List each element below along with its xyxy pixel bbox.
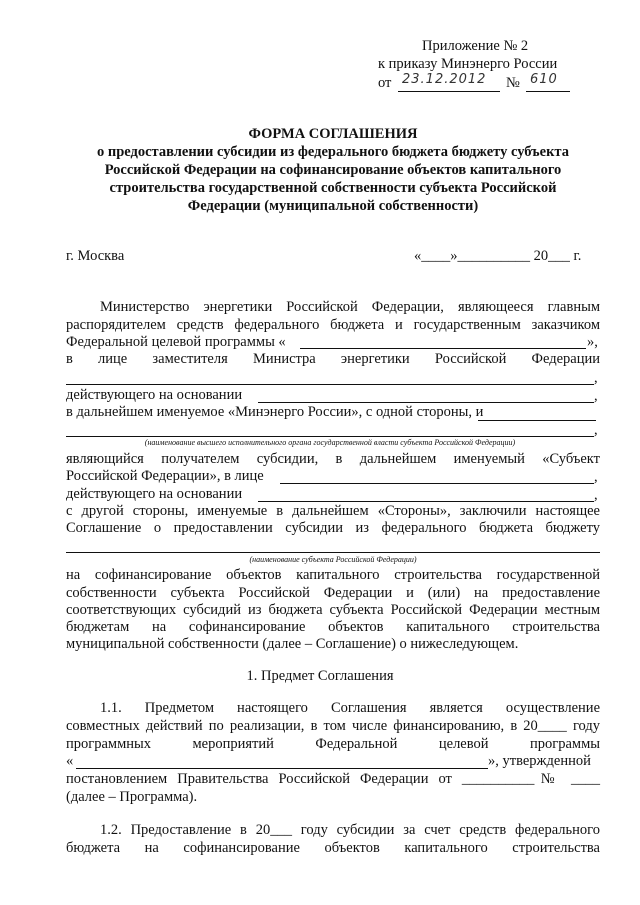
subtitle-line: Российской Федерации на софинансирование объектов капитального	[104, 162, 562, 178]
basis-line	[258, 402, 594, 403]
text-line: распорядителем средств федерального бюджета и государственным заказчиком	[66, 317, 600, 333]
form-title: ФОРМА СОГЛАШЕНИЯ	[248, 126, 418, 142]
handwritten-date: 23.12.2012	[402, 72, 487, 87]
text-line: бюджета на софинансирование объектов капитального строительства	[66, 840, 600, 856]
text-line: Российской Федерации», в лице	[66, 468, 264, 484]
text-line: муниципальной собственности (далее – Соглашение) о нижеследующем.	[66, 636, 519, 652]
text-line: соответствующих субсидий из бюджета субъекта Российской Федерации местным	[66, 602, 600, 618]
text-line: действующего на основании	[66, 387, 243, 403]
subtitle-line: Федерации (муниципальной собственности)	[187, 198, 479, 214]
text-line: в дальнейшем именуемое «Минэнерго России», с одной стороны, и	[66, 404, 484, 420]
number-prefix: №	[506, 75, 520, 91]
text-line: ,	[594, 469, 598, 485]
number-line	[526, 91, 570, 92]
subtitle-line: строительства государственной собственности субъекта Российской	[109, 180, 557, 196]
text-line: ,	[594, 370, 598, 386]
text-line: ,	[594, 388, 598, 404]
text-line: с другой стороны, именуемые в дальнейшем «Стороны», заключили настоящее	[66, 503, 600, 519]
caption: (наименование высшего исполнительного органа государственной власти субъекта Российской Федерации)	[144, 438, 516, 447]
text-line: программных мероприятий Федеральной целевой программы	[66, 736, 600, 752]
text-line: «	[66, 753, 74, 769]
subtitle-line: о предоставлении субсидии из федерального бюджета бюджету субъекта	[97, 144, 569, 160]
order-reference: к приказу Минэнерго России	[378, 56, 558, 72]
text-line: являющийся получателем субсидии, в дальнейшем именуемый «Субъект	[66, 451, 600, 467]
text-line: ,	[594, 487, 598, 503]
text-line: собственности субъекта Российской Федерации и (или) на предоставление	[66, 585, 600, 601]
date-line	[398, 91, 500, 92]
region-name-line	[66, 552, 600, 553]
deputy-name-line	[66, 384, 594, 385]
appendix-label: Приложение № 2	[422, 38, 529, 54]
caption: (наименование субъекта Российской Федерации)	[249, 555, 417, 564]
text-line: в лице заместителя Министра энергетики Российской Федерации	[66, 351, 600, 367]
date-prefix: от	[378, 75, 392, 91]
section-title: 1. Предмет Соглашения	[246, 668, 394, 684]
program-name-line	[300, 348, 586, 349]
text-line: на софинансирование объектов капитального строительства государственной	[66, 567, 600, 583]
date-template: «____»__________ 20___ г.	[414, 248, 582, 264]
text-line: действующего на основании	[66, 486, 243, 502]
text-line: »,	[587, 334, 598, 350]
text-line: бюджетам на софинансирование объектов капитального строительства	[66, 619, 600, 635]
text-line: Министерство энергетики Российской Федерации, являющееся главным	[100, 299, 600, 315]
party-line	[478, 420, 596, 421]
text-line: ,	[594, 422, 598, 438]
text-line: », утвержденной	[488, 753, 591, 769]
city: г. Москва	[66, 248, 125, 264]
program-name-line	[76, 768, 488, 769]
text-line: постановлением Правительства Российской Федерации от __________№ ____	[66, 771, 600, 787]
text-line: Соглашение о предоставлении субсидии из федерального бюджета бюджету	[66, 520, 600, 536]
text-line: совместных действий по реализации, в том числе финансированию, в 20____ году	[66, 718, 600, 734]
representative-line	[280, 483, 594, 484]
handwritten-number: 610	[530, 72, 558, 87]
region-authority-line	[66, 436, 594, 437]
text-line: (далее – Программа).	[66, 789, 198, 805]
text-line: 1.1. Предметом настоящего Соглашения является осуществление	[100, 700, 600, 716]
text-line: Федеральной целевой программы «	[66, 334, 286, 350]
text-line: 1.2. Предоставление в 20___ году субсидии за счет средств федерального	[100, 822, 600, 838]
basis-line	[258, 501, 594, 502]
